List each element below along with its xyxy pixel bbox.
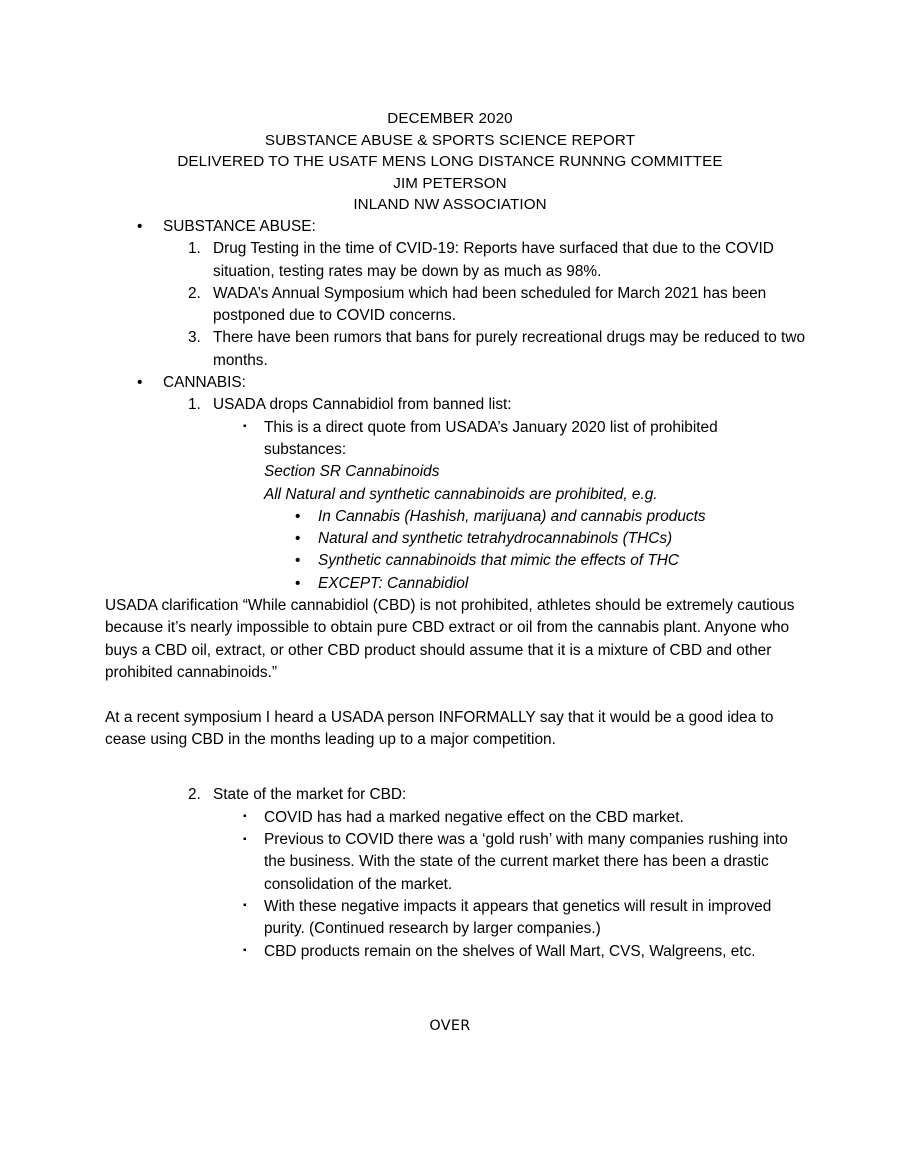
section-heading-cannabis [137,372,900,394]
list-item-text: In Cannabis (Hashish, marijuana) and cannabis products [318,507,706,525]
section-heading-label: SUBSTANCE ABUSE: [163,218,316,235]
list-item [243,896,794,941]
list-item [188,238,818,283]
list-item [188,327,818,372]
list-item-text: Previous to COVID there was a ‘gold rush’ with many companies rushing into the business. With the state of the current market there has been a drastic consolidation of the market. [264,831,788,893]
section-heading-label: CANNABIS: [163,374,246,392]
document-header [0,108,900,216]
list-item [188,784,818,806]
list-item-text: USADA drops Cannabidiol from banned list: [213,396,512,414]
list-number-marker: 3. [188,329,201,347]
paragraph-spacer [0,751,900,773]
quote-section-heading: Section SR Cannabinoids [264,463,440,481]
header-line-association: INLAND NW ASSOCIATION [353,196,547,214]
round-bullet-icon: • [295,552,301,570]
header-line-date: DECEMBER 2020 [387,110,513,127]
square-bullet-icon: ▪ [243,811,247,823]
list-item-text: WADA’s Annual Symposium which had been scheduled for March 2021 has been postponed due to COVID concerns. [213,284,767,325]
paragraph-usada-clarification: USADA clarification “While cannabidiol (CBD) is not prohibited, athletes should be extremely cautious because it’s nearly impossible to obtain pure CBD extract or oil from the cannabis plant. Anyone who buys a CBD oil, extract, or other CBD product should assume that it is a mixture of CBD and other prohibited cannabinoids.” [105,597,795,681]
square-bullet-icon: ▪ [243,833,247,845]
list-item [243,941,794,963]
list-item [188,394,818,416]
list-item-text: Natural and synthetic tetrahydrocannabinols (THCs) [318,530,673,548]
round-bullet-icon: • [295,574,301,592]
list-number-marker: 2. [188,786,201,804]
header-line-author: JIM PETERSON [393,174,507,192]
list-item-text: This is a direct quote from USADA’s January 2020 list of prohibited substances: [264,418,718,458]
list-item [295,506,818,528]
list-item [188,283,818,328]
disc-bullet-icon: • [137,218,143,235]
quote-section-lead: All Natural and synthetic cannabinoids are prohibited, e.g. [264,485,658,503]
list-item-text: With these negative impacts it appears that genetics will result in improved purity. (Continued research by larger companies.) [264,897,772,938]
list-number-marker: 1. [188,396,201,414]
list-item [243,807,794,829]
page-footer: OVER [429,1018,471,1034]
square-bullet-icon: ▪ [243,421,247,433]
round-bullet-icon: • [295,507,301,525]
section-heading-substance-abuse [137,216,900,238]
list-item-text: State of the market for CBD: [213,786,407,804]
list-item [295,573,818,595]
round-bullet-icon: • [295,530,301,548]
square-bullet-icon: ▪ [243,900,247,912]
paragraph-spacer [0,684,900,706]
paragraph-spacer [0,773,900,784]
paragraph-symposium: At a recent symposium I heard a USADA person INFORMALLY say that it would be a good idea to cease using CBD in the months leading up to a major competition. [105,708,774,748]
list-item [243,829,794,896]
header-line-report-title: SUBSTANCE ABUSE & SPORTS SCIENCE REPORT [264,131,636,149]
list-item-text: CBD products remain on the shelves of Wall Mart, CVS, Walgreens, etc. [264,942,756,960]
header-line-delivered-to: DELIVERED TO THE USATF MENS LONG DISTANCE RUNNNG COMMITTEE [177,153,723,171]
list-item [295,528,818,550]
document-body [0,216,900,963]
square-bullet-icon: ▪ [243,945,247,956]
list-item-text: Synthetic cannabinoids that mimic the effects of THC [318,552,679,570]
list-item-text: Drug Testing in the time of CVID-19: Reports have surfaced that due to the COVID situation, testing rates may be down by as much as 98%. [213,240,774,280]
list-item-text: EXCEPT: Cannabidiol [318,574,469,592]
list-item [243,417,794,462]
list-number-marker: 2. [188,284,201,302]
list-item-text: There have been rumors that bans for purely recreational drugs may be reduced to two months. [213,329,806,369]
list-number-marker: 1. [188,240,201,258]
list-item-text: COVID has had a marked negative effect on the CBD market. [264,808,684,826]
list-item [295,550,818,572]
disc-bullet-icon: • [137,374,143,392]
